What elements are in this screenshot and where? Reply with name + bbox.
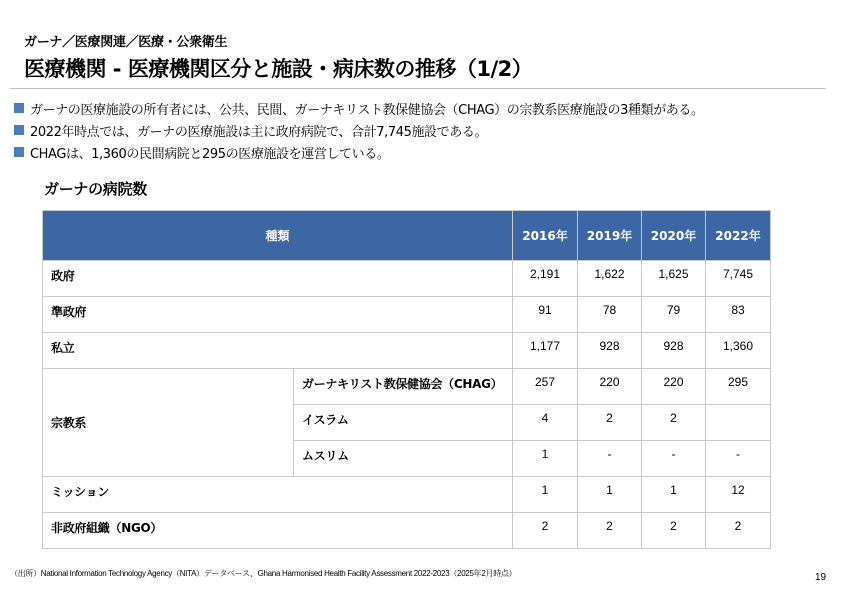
cell-value: 2: [578, 513, 642, 549]
column-header-year: 2022年: [706, 211, 771, 261]
breadcrumb: ガーナ／医療関連／医療・公衆衛生: [24, 35, 228, 50]
cell-value: 91: [513, 297, 578, 333]
cell-value: 220: [578, 369, 642, 405]
cell-value: 2: [578, 405, 642, 441]
bullet-text: CHAGは、1,360の民間病院と295の医療施設を運営している。: [30, 146, 390, 162]
bullet-square-icon: [14, 147, 24, 157]
column-header-year: 2019年: [578, 211, 642, 261]
column-header-type: 種類: [43, 211, 513, 261]
cell-value: 12: [706, 477, 771, 513]
cell-value: 83: [706, 297, 771, 333]
cell-value: 78: [578, 297, 642, 333]
cell-value: 4: [513, 405, 578, 441]
sub-row-label: ムスリム: [294, 441, 513, 477]
cell-value: 1,625: [642, 261, 706, 297]
column-header-year: 2016年: [513, 211, 578, 261]
cell-value: 1,360: [706, 333, 771, 369]
row-label: 非政府組織（NGO）: [43, 513, 513, 549]
page-number: 19: [815, 572, 827, 583]
bullet-list: [14, 97, 704, 163]
row-group-label: 宗教系: [43, 369, 294, 477]
table-header-row: [43, 211, 771, 261]
cell-value: -: [578, 441, 642, 477]
bullet-square-icon: [14, 125, 24, 135]
title-divider: [10, 88, 826, 89]
cell-value: 1: [642, 477, 706, 513]
sub-row-label: イスラム: [294, 405, 513, 441]
row-label: ミッション: [43, 477, 513, 513]
cell-value: 257: [513, 369, 578, 405]
cell-value: 7,745: [706, 261, 771, 297]
cell-value: 2: [642, 513, 706, 549]
sub-row-label: ガーナキリスト教保健協会（CHAG）: [294, 369, 513, 405]
table-row: [43, 297, 771, 333]
cell-value: [706, 405, 771, 441]
cell-value: 79: [642, 297, 706, 333]
table-row: [43, 369, 771, 405]
table-row: [43, 261, 771, 297]
table-row: [43, 477, 771, 513]
cell-value: 295: [706, 369, 771, 405]
cell-value: 2: [513, 513, 578, 549]
table-row: [43, 333, 771, 369]
section-title: ガーナの病院数: [44, 180, 147, 198]
cell-value: 928: [578, 333, 642, 369]
page-title: 医療機関 - 医療機関区分と施設・病床数の推移（1/2）: [24, 57, 533, 81]
cell-value: 2,191: [513, 261, 578, 297]
cell-value: 1: [513, 477, 578, 513]
bullet-text: ガーナの医療施設の所有者には、公共、民間、ガーナキリスト教保健協会（CHAG）の宗教系医療施設の3種類がある。: [30, 102, 704, 118]
cell-value: 1: [513, 441, 578, 477]
cell-value: 2: [642, 405, 706, 441]
cell-value: 1: [578, 477, 642, 513]
cell-value: -: [706, 441, 771, 477]
cell-value: 1,622: [578, 261, 642, 297]
column-header-year: 2020年: [642, 211, 706, 261]
hospital-count-table: [42, 210, 771, 549]
cell-value: 2: [706, 513, 771, 549]
bullet-item: [14, 97, 704, 119]
cell-value: -: [642, 441, 706, 477]
cell-value: 1,177: [513, 333, 578, 369]
source-footnote: （出所）National Information Technology Agency（NITA）データベース、Ghana Harmonised Health Facility Assessment 2022-2023（2025年2月時点）: [10, 569, 517, 578]
bullet-item: [14, 141, 704, 163]
bullet-item: [14, 119, 704, 141]
bullet-square-icon: [14, 103, 24, 113]
cell-value: 220: [642, 369, 706, 405]
row-label: 政府: [43, 261, 513, 297]
bullet-text: 2022年時点では、ガーナの医療施設は主に政府病院で、合計7,745施設である。: [30, 124, 488, 140]
cell-value: 928: [642, 333, 706, 369]
row-label: 準政府: [43, 297, 513, 333]
row-label: 私立: [43, 333, 513, 369]
table-row: [43, 513, 771, 549]
